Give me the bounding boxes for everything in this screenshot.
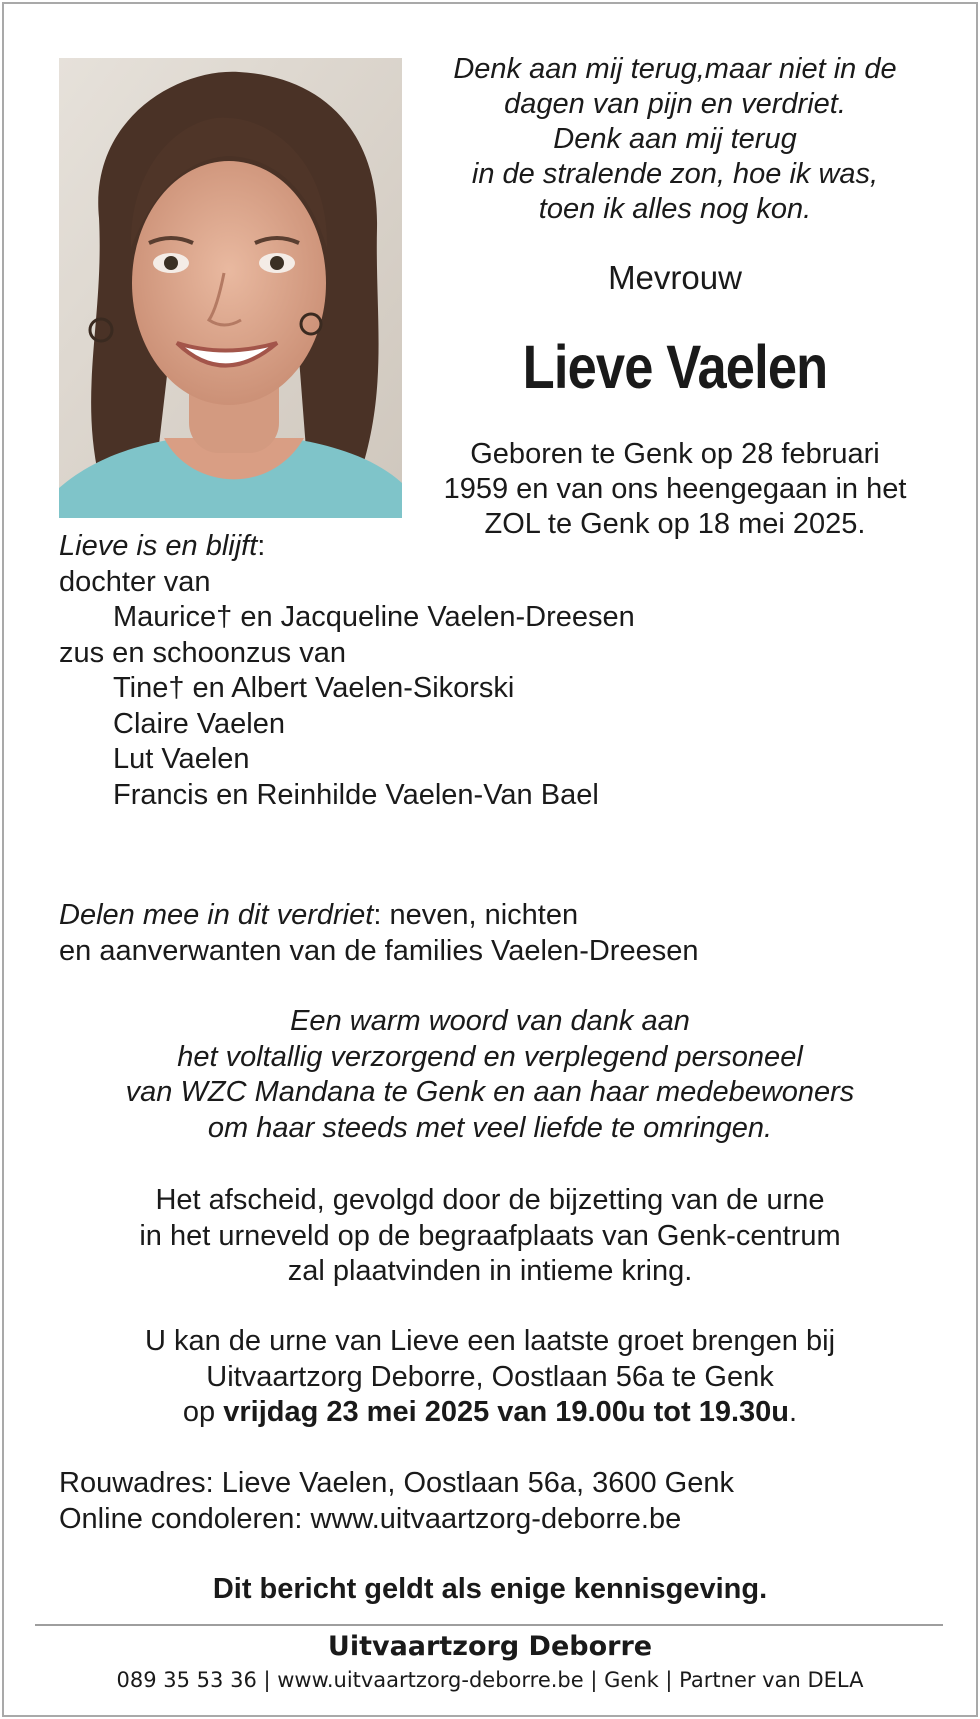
poem-line: Denk aan mij terug,maar niet in de (453, 53, 897, 85)
portrait-photo (59, 58, 402, 518)
online-condolences: Online condoleren: www.uitvaartzorg-deborre.be (59, 1502, 682, 1535)
sibling: Claire Vaelen (113, 707, 285, 740)
birth-line: ZOL te Genk op 18 mei 2025. (484, 508, 866, 540)
mourning-address: Rouwadres: Lieve Vaelen, Oostlaan 56a, 3600 Genk (59, 1467, 734, 1499)
farewell-section (40, 1183, 940, 1290)
sibling: Lut Vaelen (113, 743, 250, 775)
farewell-line: zal plaatvinden in intieme kring. (287, 1255, 693, 1287)
contact-section (59, 1466, 939, 1537)
poem-line: in de stralende zon, hoe ik was, (471, 158, 879, 190)
daughter-label: dochter van (59, 565, 211, 598)
birth-line: Geboren te Genk op 28 februari (470, 438, 880, 470)
funeral-company-name: Uitvaartzorg Deborre (327, 1631, 653, 1662)
sibling-label: zus en schoonzus van (59, 636, 346, 669)
share-line-1: Delen mee in dit verdriet: neven, nichten (59, 899, 579, 931)
poem-line: dagen van pijn en verdriet. (504, 88, 846, 120)
sibling: Tine† en Albert Vaelen-Sikorski (113, 672, 515, 704)
thanks-line: Een warm woord van dank aan (290, 1005, 690, 1037)
honorific: Mevrouw (608, 259, 742, 296)
footer-divider (35, 1624, 943, 1626)
visit-line-2: Uitvaartzorg Deborre, Oostlaan 56a te Genk (206, 1360, 774, 1393)
thanks-section (40, 1004, 940, 1146)
family-section (59, 529, 939, 813)
thanks-line: om haar steeds met veel liefde te omringen. (207, 1111, 773, 1144)
farewell-line: in het urneveld op de begraafplaats van Genk-centrum (139, 1219, 841, 1252)
thanks-line: van WZC Mandana te Genk en aan haar medebewoners (125, 1076, 855, 1108)
funeral-company-details: 089 35 53 36 | www.uitvaartzorg-deborre.be | Genk | Partner van DELA (116, 1668, 864, 1692)
parents: Maurice† en Jacqueline Vaelen-Dreesen (113, 601, 635, 633)
family-intro: Lieve is en blijft: (59, 530, 266, 562)
visit-line-1: U kan de urne van Lieve een laatste groet brengen bij (144, 1325, 836, 1357)
birth-line: 1959 en van ons heengegaan in het (443, 473, 907, 505)
share-line-2: en aanverwanten van de families Vaelen-Dreesen (59, 934, 699, 967)
visit-section (40, 1324, 940, 1431)
farewell-line: Het afscheid, gevolgd door de bijzetting van de urne (155, 1184, 825, 1216)
poem-line: toen ik alles nog kon. (538, 193, 812, 225)
poem (415, 52, 935, 227)
sibling: Francis en Reinhilde Vaelen-Van Bael (113, 778, 599, 811)
birth-death-info (415, 437, 935, 542)
deceased-name: Lieve Vaelen (522, 333, 828, 401)
thanks-line: het voltallig verzorgend en verplegend personeel (177, 1040, 803, 1073)
notice: Dit bericht geldt als enige kennisgeving. (212, 1573, 768, 1605)
visit-line-3: op vrijdag 23 mei 2025 van 19.00u tot 19.30u. (182, 1396, 798, 1428)
share-grief-section (59, 898, 939, 969)
poem-line: Denk aan mij terug (553, 123, 797, 155)
